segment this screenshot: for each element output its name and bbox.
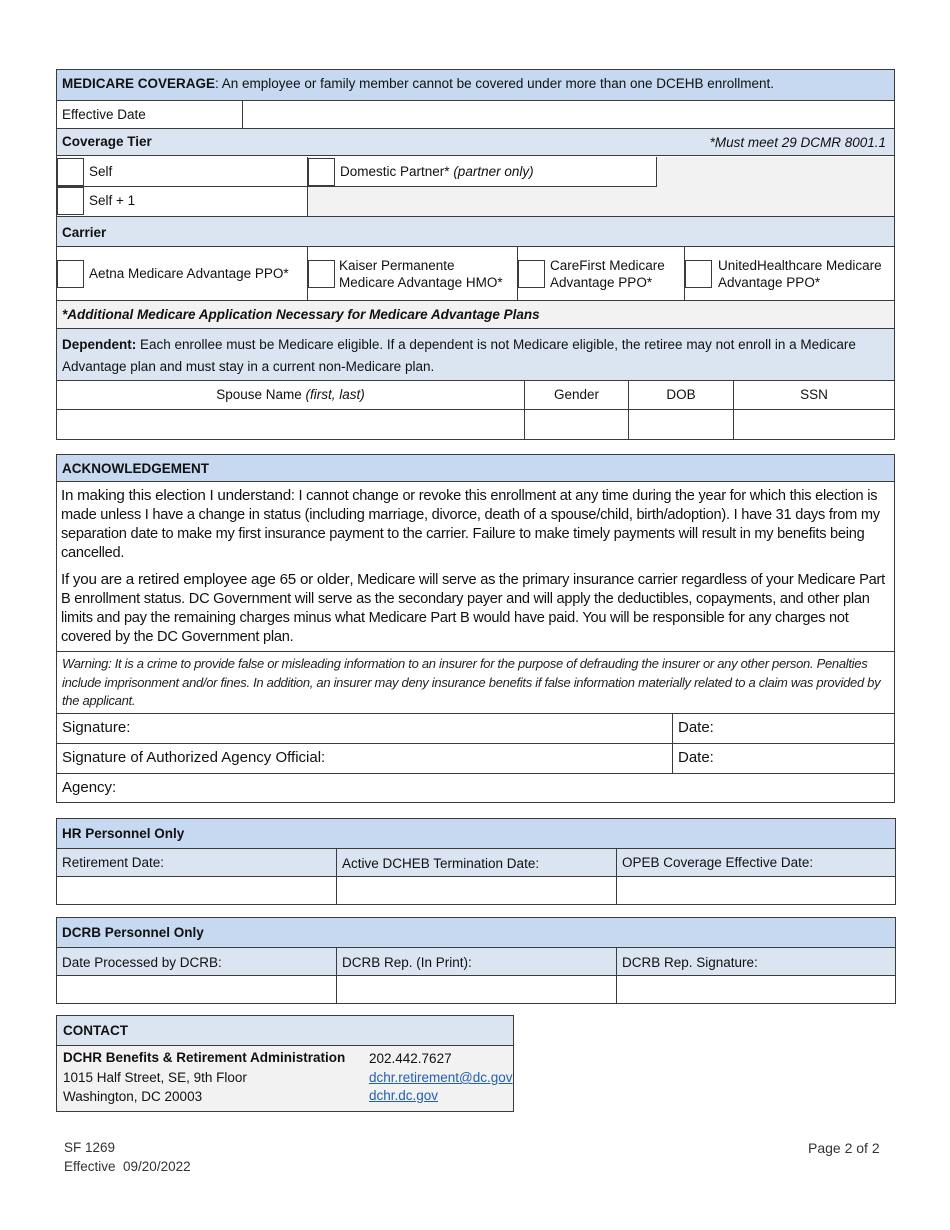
carrier-kaiser-label xyxy=(334,255,516,295)
hr-retirement-date-label: Retirement Date: xyxy=(57,849,337,876)
dcrb-rep-signature-label: DCRB Rep. Signature: xyxy=(622,955,758,970)
carrier-header: Carrier xyxy=(57,216,894,247)
official-signature-label[interactable]: Signature of Authorized Agency Official: xyxy=(57,744,673,773)
dcrb-header: DCRB Personnel Only xyxy=(57,918,895,948)
carrier-carefirst-line2: Advantage PPO* xyxy=(550,275,653,290)
contact-address-1: 1015 Half Street, SE, 9th Floor xyxy=(63,1070,247,1085)
acknowledgement-header: ACKNOWLEDGEMENT xyxy=(57,455,894,482)
effective-date-field[interactable] xyxy=(244,102,892,127)
medicare-header xyxy=(57,70,894,101)
coverage-tier-label: Coverage Tier xyxy=(62,134,152,149)
agency-label[interactable]: Agency: xyxy=(57,773,894,802)
contact-header: CONTACT xyxy=(57,1016,513,1046)
dcrb-rep-signature-field[interactable] xyxy=(617,976,895,1003)
hr-opeb-date-field[interactable] xyxy=(617,877,895,904)
ack-p1-text: : I cannot change or revoke this enrollment at any time during the year for which this election is made unless I have a change in status (including marriage, divorce, death of a spouse/child, birth/adoption). I have 31 days from my separation date to make my first insurance payment to the carrier. Failure to make timely payments will result in my benefits being cancelled. xyxy=(61,488,880,561)
footer-form-id: SF 1269 xyxy=(64,1140,116,1155)
dcrb-date-processed-label: Date Processed by DCRB: xyxy=(57,948,337,975)
hr-termination-date-field[interactable] xyxy=(337,877,617,904)
signature-date-label[interactable]: Date: xyxy=(678,719,714,736)
gender-field[interactable] xyxy=(525,410,629,439)
additional-application-note: *Additional Medicare Application Necessary for Medicare Advantage Plans xyxy=(57,301,894,329)
contact-address-2: Washington, DC 20003 xyxy=(63,1089,203,1104)
ack-paragraph-1 xyxy=(61,486,891,563)
carrier-united-line1: UnitedHealthcare Medicare xyxy=(718,258,882,273)
medicare-header-text: : An employee or family member cannot be covered under more than one DCEHB enrollment. xyxy=(215,76,775,91)
tier-self-label: Self xyxy=(89,164,113,179)
tier-self-plus-one-label: Self + 1 xyxy=(89,193,136,208)
spouse-name-field[interactable] xyxy=(57,410,525,439)
coverage-tier-header xyxy=(57,129,894,156)
ack-paragraph-2 xyxy=(61,570,891,647)
dependent-bold: Dependent: xyxy=(62,337,137,352)
carrier-united-checkbox[interactable] xyxy=(685,260,712,288)
contact-org: DCHR Benefits & Retirement Administration xyxy=(63,1050,346,1065)
spouse-name-note: (first, last) xyxy=(305,387,365,402)
tier-self-plus-one-checkbox[interactable] xyxy=(57,187,84,215)
tier-domestic-partner-text: Domestic Partner* xyxy=(340,164,450,179)
tier-domestic-partner-note: (partner only) xyxy=(453,164,534,179)
spouse-name-label: Spouse Name xyxy=(216,387,302,402)
carrier-aetna-checkbox[interactable] xyxy=(57,260,84,288)
contact-phone: 202.442.7627 xyxy=(369,1051,452,1066)
footer-page-number: Page 2 of 2 xyxy=(808,1140,880,1156)
effective-date-label: Effective Date xyxy=(57,101,243,128)
carrier-kaiser-checkbox[interactable] xyxy=(308,260,335,288)
dependent-text: Each enrollee must be Medicare eligible. If a dependent is not Medicare eligible, the retiree may not enroll in a Medicare Advantage plan and must stay in a current non-Medicare plan. xyxy=(62,337,856,374)
ack-p1-lead: In making this election I understand xyxy=(61,487,291,504)
spouse-name-header xyxy=(57,381,525,409)
tier-self-checkbox[interactable] xyxy=(57,158,84,186)
tier-domestic-partner-checkbox[interactable] xyxy=(308,158,335,186)
carrier-kaiser-line2: Medicare Advantage HMO* xyxy=(339,275,503,290)
ack-p2-lead: If you are a retired employee age 65 or older xyxy=(61,571,350,588)
dependent-note xyxy=(57,329,894,381)
tier-domestic-partner-label xyxy=(335,158,655,186)
medicare-header-title: MEDICARE COVERAGE xyxy=(62,76,216,91)
carrier-aetna-text: Aetna Medicare Advantage PPO* xyxy=(89,266,289,281)
hr-opeb-date-label: OPEB Coverage Effective Date: xyxy=(622,855,814,870)
ssn-header: SSN xyxy=(800,387,828,402)
gender-header: Gender xyxy=(525,381,629,409)
hr-termination-date-label: Active DCHEB Termination Date: xyxy=(337,849,617,876)
ack-p2-text: , Medicare will serve as the primary insurance carrier regardless of your Medicare Part B enrollment status. DC Government will serve as the secondary payer and will apply the deductibles, copayments, and other plan limits and pay the remaining charges minus what Medicare Part B would have paid. You will be responsible for any charges not covered by the DC Government plan. xyxy=(61,572,885,645)
footer-effective-date: Effective 09/20/2022 xyxy=(64,1159,191,1174)
carrier-carefirst-line1: CareFirst Medicare xyxy=(550,258,665,273)
ssn-field[interactable] xyxy=(734,410,894,439)
ack-warning: Warning: It is a crime to provide false or misleading information to an insurer for the purpose of defrauding the insurer or any other person. Penalties include imprisonment and/or fines. In addition, an insurer may deny insurance benefits if false information materially related to a claim was provided by the applicant. xyxy=(57,651,894,713)
dcrb-rep-print-field[interactable] xyxy=(337,976,617,1003)
signature-label[interactable]: Signature: xyxy=(57,714,673,743)
carrier-aetna-label xyxy=(84,257,306,291)
dcrb-date-processed-field[interactable] xyxy=(57,976,337,1003)
carrier-united-line2: Advantage PPO* xyxy=(718,275,821,290)
hr-retirement-date-field[interactable] xyxy=(57,877,337,904)
carrier-united-label xyxy=(713,255,893,295)
dob-field[interactable] xyxy=(629,410,734,439)
carrier-kaiser-line1: Kaiser Permanente xyxy=(339,258,455,273)
contact-email-link[interactable]: dchr.retirement@dc.gov xyxy=(369,1070,513,1085)
dob-header: DOB xyxy=(629,381,734,409)
carrier-carefirst-checkbox[interactable] xyxy=(518,260,545,288)
dcrb-rep-print-label: DCRB Rep. (In Print): xyxy=(337,948,617,975)
carrier-carefirst-label xyxy=(545,255,685,295)
hr-header: HR Personnel Only xyxy=(57,819,895,849)
official-date-label[interactable]: Date: xyxy=(678,749,714,766)
contact-website-link[interactable]: dchr.dc.gov xyxy=(369,1088,439,1103)
coverage-tier-note: *Must meet 29 DCMR 8001.1 xyxy=(709,135,886,150)
